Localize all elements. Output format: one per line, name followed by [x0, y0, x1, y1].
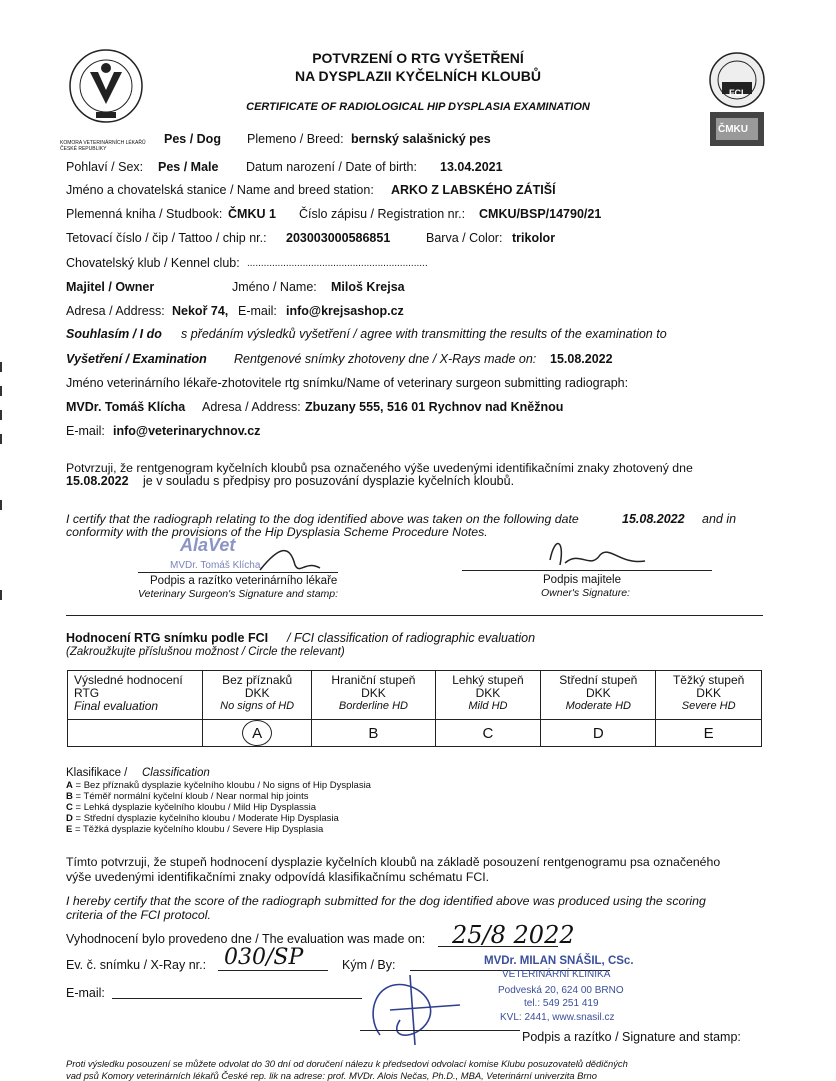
- evaluator-signature: [360, 965, 470, 1050]
- xray-nr-label: Ev. č. snímku / X-Ray nr.:: [66, 958, 207, 972]
- class-item-c: C = Lehká dysplazie kyčelního kloubu / Mild Hip Dysplassia: [66, 802, 317, 813]
- classification-title-en: Classification: [142, 767, 210, 779]
- vet-sig-label-en: Veterinary Surgeon's Signature and stamp:: [138, 588, 339, 600]
- title-line2: NA DYSPLAZII KYČELNÍCH KLOUBŮ: [294, 68, 542, 84]
- vet-signature-line: [138, 572, 338, 573]
- xray-nr-value: 030/SP: [224, 945, 304, 970]
- footer-line1: Proti výsledku posouzení se můžete odvolat do 30 dní od doručení nálezu k předsedovi odvolací komise Klubu posuzovatelů dědičných: [66, 1058, 628, 1069]
- margin-mark: [0, 434, 2, 444]
- stamp-line3: Podveská 20, 624 00 BRNO: [498, 985, 624, 996]
- evaluation-table: [67, 670, 762, 747]
- confirm-cz-date: 15.08.2022: [66, 474, 129, 488]
- class-item-b: B = Téměř normální kyčelní kloub / Near normal hip joints: [66, 791, 309, 802]
- title-en: CERTIFICATE OF RADIOLOGICAL HIP DYSPLASIA EXAMINATION: [246, 101, 590, 113]
- exam-label: Vyšetření / Examination: [66, 352, 207, 366]
- fci-logo-text: FCI: [729, 88, 744, 98]
- owner-name-value: Miloš Krejsa: [331, 280, 405, 294]
- owner-email-value: info@krejsashop.cz: [286, 304, 404, 318]
- vet-stamp-name: MVDr. Tomáš Klícha: [170, 560, 261, 571]
- title-line1: POTVRZENÍ O RTG VYŠETŘENÍ: [312, 50, 524, 66]
- margin-mark: [0, 410, 2, 420]
- xray-nr-line: [218, 970, 328, 971]
- confirm-cz-line1: Potvrzuji, že rentgenogram kyčelních kloubů psa označeného výše uvedenými identifikačními znaky zhotovený dne: [66, 461, 693, 475]
- vet-address-label: Adresa / Address:: [202, 400, 301, 414]
- margin-mark: [0, 500, 2, 510]
- owner-sig-label-en: Owner's Signature:: [541, 587, 630, 599]
- owner-signature: [540, 535, 650, 575]
- owner-address-label: Adresa / Address:: [66, 304, 165, 318]
- stamp-line1: MVDr. MILAN SNÁŠIL, CSc.: [484, 955, 634, 967]
- eval-date-line: [438, 946, 558, 947]
- margin-mark: [0, 590, 2, 600]
- final-cz-line1: Tímto potvrzuji, že stupeň hodnocení dysplazie kyčelních kloubů na základě posouzení rentgenogramu psa označeného: [66, 855, 721, 869]
- color-label: Barva / Color:: [426, 231, 503, 245]
- classification-title-cz: Klasifikace /: [66, 767, 128, 779]
- xray-label: Rentgenové snímky zhotoveny dne / X-Rays made on:: [234, 352, 537, 366]
- row-grade-empty: [68, 720, 203, 747]
- name-label: Jméno a chovatelská stanice / Name and breed station:: [66, 183, 374, 197]
- cmku-logo-text: ČMKU: [718, 124, 748, 135]
- breed-value: bernský salašnický pes: [351, 132, 491, 146]
- class-item-a: A = Bez příznaků dysplazie kyčelního kloubu / No signs of Hip Dysplasia: [66, 780, 371, 791]
- eval-subtitle: (Zakroužkujte příslušnou možnost / Circle the relevant): [66, 646, 345, 658]
- col-d-header: Střední stupeň DKK Moderate HD: [541, 671, 656, 720]
- vet-stamp-logo: AlaVet: [180, 535, 236, 555]
- color-value: trikolor: [512, 231, 556, 245]
- dob-value: 13.04.2021: [440, 160, 503, 174]
- grade-a[interactable]: A: [203, 720, 312, 747]
- footer-line2: vad psů Komory veterinárních lékařů České rep. lik na adrese: prof. MVDr. Alois Nečas, Ph.D., MBA, Veterinární univerzita Brno: [66, 1070, 597, 1081]
- sig-line: [360, 1030, 520, 1031]
- studbook-label: Plemenná kniha / Studbook:: [66, 207, 223, 221]
- section-divider: [66, 615, 763, 616]
- col-b-header: Hraniční stupeň DKK Borderline HD: [312, 671, 435, 720]
- club-label: Chovatelský klub / Kennel club:: [66, 256, 240, 270]
- owner-address-value: Nekoř 74,: [172, 304, 229, 318]
- selected-circle: [242, 720, 272, 746]
- margin-mark: [0, 386, 2, 396]
- sig-label: Podpis a razítko / Signature and stamp:: [522, 1030, 741, 1044]
- vet-label: Jméno veterinárního lékaře-zhotovitele rtg snímku/Name of veterinary surgeon submitting radiograph:: [66, 376, 629, 390]
- stamp-line5: KVL: 2441, www.snasil.cz: [500, 1012, 615, 1023]
- grade-b[interactable]: B: [312, 720, 435, 747]
- grade-e[interactable]: E: [656, 720, 762, 747]
- owner-signature-line: [462, 570, 712, 571]
- col-e-header: Těžký stupeň DKK Severe HD: [656, 671, 762, 720]
- confirm-en-line1-end: and in: [702, 512, 737, 526]
- col-a-header: Bez příznaků DKK No signs of HD: [203, 671, 312, 720]
- final-email-label: E-mail:: [66, 986, 105, 1000]
- class-item-d: D = Střední dysplazie kyčelního kloubu / Moderate Hip Dysplasia: [66, 813, 339, 824]
- name-value: ARKO Z LABSKÉHO ZÁTIŠÍ: [391, 183, 556, 197]
- reg-label: Číslo zápisu / Registration nr.:: [299, 207, 466, 221]
- grade-c[interactable]: C: [435, 720, 541, 747]
- final-email-line: [112, 998, 362, 999]
- vet-email-label: E-mail:: [66, 424, 105, 438]
- dob-label: Datum narození / Date of birth:: [246, 160, 417, 174]
- studbook-value: ČMKU 1: [228, 207, 276, 221]
- owner-label: Majitel / Owner: [66, 280, 155, 294]
- breed-label: Plemeno / Breed:: [247, 132, 344, 146]
- owner-name-label: Jméno / Name:: [232, 280, 317, 294]
- eval-title-rest: / FCI classification of radiographic evaluation: [287, 631, 536, 645]
- consent-text: s předáním výsledků vyšetření / agree with transmitting the results of the examination to: [181, 327, 667, 341]
- tattoo-value: 203003000586851: [286, 231, 391, 245]
- final-cz-line2: výše uvedenými identifikačními znaky odpovídá klasifikačnímu schématu FCI.: [66, 870, 490, 884]
- final-en-line1: I hereby certify that the score of the radiograph submitted for the dog identified above was produced using the scoring: [66, 894, 706, 908]
- vet-address-value: Zbuzany 555, 516 01 Rychnov nad Kněžnou: [305, 400, 564, 414]
- vet-name: MVDr. Tomáš Klícha: [66, 400, 186, 414]
- pes-label: Pes / Dog: [164, 132, 221, 146]
- confirm-en-date: 15.08.2022: [622, 512, 685, 526]
- owner-email-label: E-mail:: [238, 304, 277, 318]
- confirm-en-line2: conformity with the provisions of the Hip Dysplasia Scheme Procedure Notes.: [66, 525, 488, 539]
- stamp-line2: VETERINÁRNÍ KLINIKA: [502, 969, 611, 980]
- reg-value: CMKU/BSP/14790/21: [479, 207, 602, 221]
- vet-email-value: info@veterinarychnov.cz: [113, 424, 261, 438]
- sex-label: Pohlaví / Sex:: [66, 160, 144, 174]
- eval-date-value: 25/8 2022: [452, 921, 575, 949]
- eval-title: Hodnocení RTG snímku podle FCI: [66, 631, 269, 645]
- confirm-en-line1: I certify that the radiograph relating to the dog identified above was taken on the following date: [66, 512, 579, 526]
- owner-sig-label: Podpis majitele: [543, 574, 621, 586]
- grade-d[interactable]: D: [541, 720, 656, 747]
- chamber-logo-text: KOMORA VETERINÁRNÍCH LÉKAŘŮ ČESKÉ REPUBLIKY: [60, 140, 146, 152]
- vet-sig-label: Podpis a razítko veterinárního lékaře: [150, 575, 338, 587]
- consent-label: Souhlasím / I do: [66, 327, 162, 341]
- margin-mark: [0, 362, 2, 372]
- xray-value: 15.08.2022: [550, 352, 613, 366]
- col-c-header: Lehký stupeň DKK Mild HD: [435, 671, 541, 720]
- by-label: Kým / By:: [342, 958, 396, 972]
- tattoo-label: Tetovací číslo / čip / Tattoo / chip nr.:: [66, 231, 267, 245]
- sex-value: Pes / Male: [158, 160, 219, 174]
- eval-date-label: Vyhodnocení bylo provedeno dne / The evaluation was made on:: [66, 932, 426, 946]
- confirm-cz-line2: je v souladu s předpisy pro posuzování dysplazie kyčelních kloubů.: [143, 474, 515, 488]
- final-en-line2: criteria of the FCI protocol.: [66, 908, 211, 922]
- class-item-e: E = Těžká dysplazie kyčelního kloubu / Severe Hip Dysplasia: [66, 824, 324, 835]
- row-header: Výsledné hodnocení RTG Final evaluation: [68, 671, 203, 720]
- club-value: .................................................................: [247, 258, 428, 269]
- stamp-line4: tel.: 549 251 419: [524, 998, 599, 1009]
